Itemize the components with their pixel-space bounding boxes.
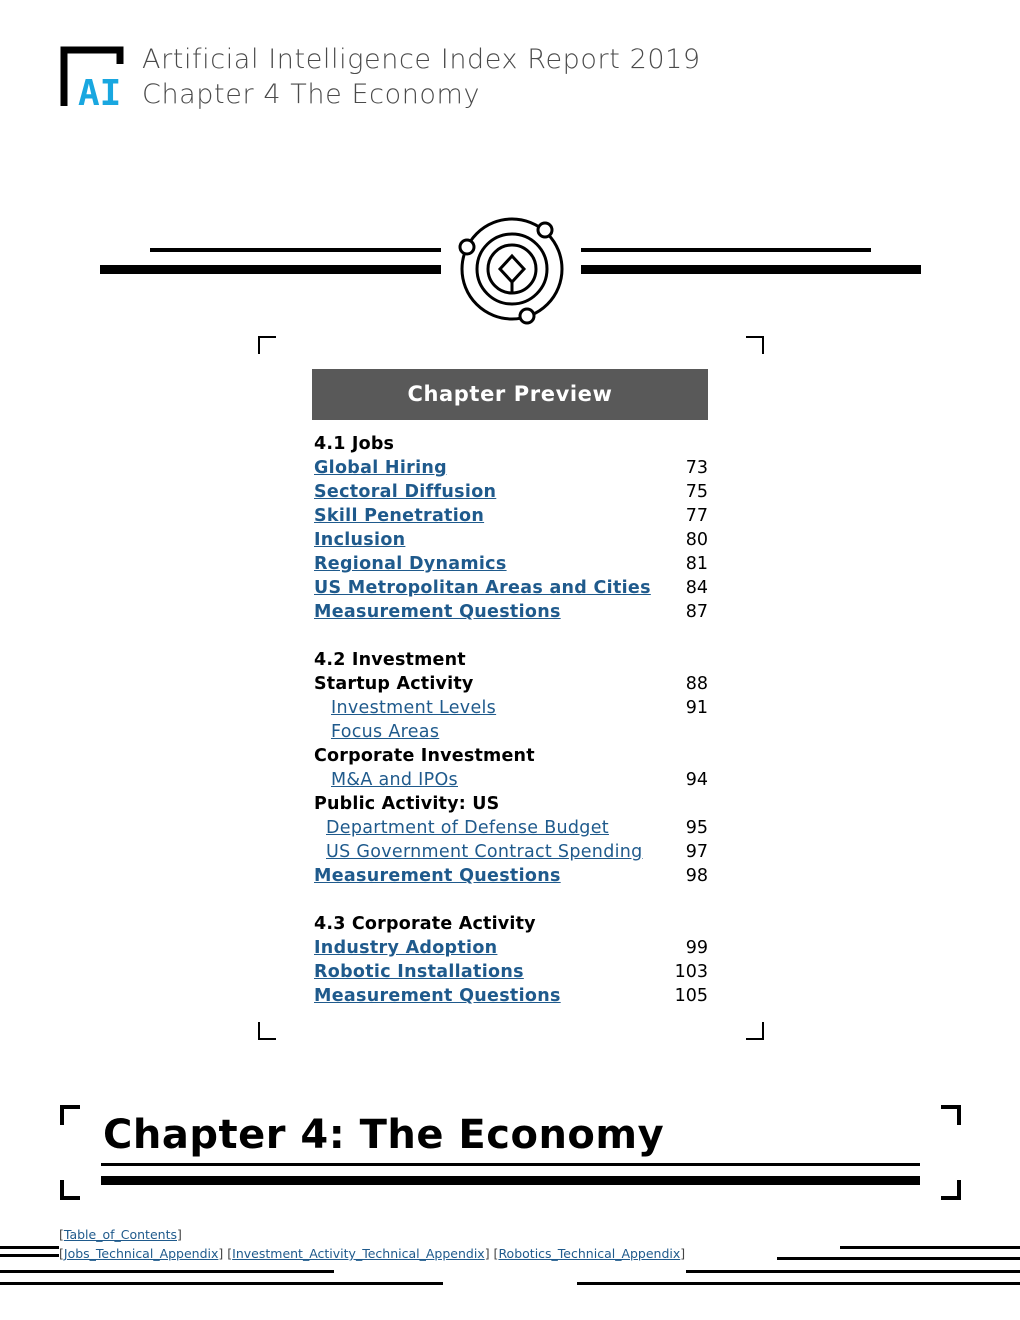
corner-bracket — [60, 1180, 80, 1200]
footer-bar — [686, 1270, 1020, 1273]
link-investment-appendix[interactable]: Investment_Activity_Technical_Appendix — [232, 1246, 485, 1261]
toc-item-us-metro-areas[interactable] — [314, 576, 708, 600]
chapter-preview-header: Chapter Preview — [312, 369, 708, 420]
toc-link[interactable]: Department of Defense Budget — [326, 818, 609, 838]
footer-bar — [0, 1270, 334, 1273]
table-of-contents — [314, 432, 708, 1008]
toc-item-investment-levels[interactable] — [314, 696, 708, 720]
toc-page-number: 98 — [685, 866, 708, 886]
divider-bar — [101, 1176, 920, 1185]
chapter-subtitle: Chapter 4 The Economy — [142, 79, 481, 110]
ai-logo-icon — [58, 46, 130, 110]
toc-item-dod-budget[interactable] — [314, 816, 708, 840]
divider-bar — [150, 248, 441, 252]
toc-page-number: 73 — [685, 458, 708, 478]
footer-bar — [577, 1282, 1020, 1285]
toc-group-corporate-investment — [314, 744, 708, 768]
link-robotics-appendix[interactable]: Robotics_Technical_Appendix — [498, 1246, 681, 1261]
toc-link[interactable]: M&A and IPOs — [331, 770, 458, 790]
toc-section-heading — [314, 432, 708, 456]
toc-group-label: Corporate Investment — [314, 746, 535, 766]
toc-link[interactable]: Skill Penetration — [314, 506, 485, 526]
toc-item-measurement-questions[interactable] — [314, 864, 708, 888]
toc-page-number: 97 — [685, 842, 708, 862]
corner-bracket — [258, 1022, 276, 1040]
toc-item-robotic-installations[interactable] — [314, 960, 708, 984]
corner-bracket — [746, 1022, 764, 1040]
footer-bar — [840, 1246, 1020, 1249]
divider-bar — [581, 265, 921, 274]
chapter-title: Chapter 4: The Economy — [103, 1112, 665, 1158]
toc-heading-label: 4.3 Corporate Activity — [314, 914, 536, 934]
toc-item-global-hiring[interactable] — [314, 456, 708, 480]
toc-item-measurement-questions[interactable] — [314, 984, 708, 1008]
toc-link[interactable]: Focus Areas — [331, 722, 440, 742]
toc-page-number: 105 — [674, 986, 708, 1006]
toc-group-public-activity — [314, 792, 708, 816]
corner-bracket — [258, 336, 276, 354]
toc-page-number: 91 — [685, 698, 708, 718]
link-table-of-contents[interactable]: Table_of_Contents — [63, 1227, 177, 1242]
toc-link[interactable]: Measurement Questions — [314, 602, 561, 622]
toc-page-number: 80 — [685, 530, 708, 550]
toc-page-number: 88 — [685, 674, 708, 694]
footer-links-row2: [Jobs_Technical_Appendix] [Investment_Activity_Technical_Appendix] [Robotics_Technical_Appendix] — [59, 1246, 686, 1261]
toc-page-number: 87 — [685, 602, 708, 622]
toc-link[interactable]: Sectoral Diffusion — [314, 482, 497, 502]
corner-bracket — [746, 336, 764, 354]
toc-link[interactable]: Industry Adoption — [314, 938, 498, 958]
toc-item-focus-areas[interactable] — [314, 720, 708, 744]
orbit-emblem-icon — [455, 212, 570, 327]
divider-bar — [101, 1163, 920, 1166]
toc-link[interactable]: Inclusion — [314, 530, 406, 550]
toc-section-heading — [314, 648, 708, 672]
footer-bar — [777, 1257, 1020, 1260]
toc-link[interactable]: Measurement Questions — [314, 986, 561, 1006]
toc-link[interactable]: Regional Dynamics — [314, 554, 507, 574]
toc-page-number: 75 — [685, 482, 708, 502]
toc-group-startup-activity — [314, 672, 708, 696]
toc-page-number: 103 — [674, 962, 708, 982]
toc-page-number: 99 — [685, 938, 708, 958]
report-title: Artificial Intelligence Index Report 2019 — [142, 44, 701, 75]
svg-text:AI: AI — [78, 73, 122, 110]
toc-item-inclusion[interactable] — [314, 528, 708, 552]
toc-item-sectoral-diffusion[interactable] — [314, 480, 708, 504]
toc-item-skill-penetration[interactable] — [314, 504, 708, 528]
toc-section-heading — [314, 912, 708, 936]
toc-page-number: 81 — [685, 554, 708, 574]
toc-heading-label: 4.2 Investment — [314, 650, 466, 670]
toc-link[interactable]: US Metropolitan Areas and Cities — [314, 578, 651, 598]
toc-heading-label: 4.1 Jobs — [314, 434, 395, 454]
toc-link[interactable]: Measurement Questions — [314, 866, 561, 886]
toc-page-number: 94 — [685, 770, 708, 790]
toc-link[interactable]: Investment Levels — [331, 698, 497, 718]
toc-link[interactable]: Global Hiring — [314, 458, 447, 478]
toc-spacer — [314, 888, 708, 912]
divider-bar — [581, 248, 871, 252]
footer-links-row1: [Table_of_Contents] — [59, 1227, 182, 1242]
toc-item-regional-dynamics[interactable] — [314, 552, 708, 576]
divider-bar — [100, 265, 441, 274]
toc-page-number: 95 — [685, 818, 708, 838]
corner-bracket — [941, 1180, 961, 1200]
toc-group-label: Startup Activity — [314, 674, 474, 694]
toc-item-measurement-questions[interactable] — [314, 600, 708, 624]
toc-page-number: 84 — [685, 578, 708, 598]
toc-page-number: 77 — [685, 506, 708, 526]
footer-bar — [0, 1282, 443, 1285]
toc-link[interactable]: Robotic Installations — [314, 962, 524, 982]
toc-group-label: Public Activity: US — [314, 794, 500, 814]
toc-item-industry-adoption[interactable] — [314, 936, 708, 960]
link-jobs-appendix[interactable]: Jobs_Technical_Appendix — [63, 1246, 219, 1261]
toc-item-ma-ipos[interactable] — [314, 768, 708, 792]
corner-bracket — [941, 1105, 961, 1125]
toc-link[interactable]: US Government Contract Spending — [326, 842, 643, 862]
toc-item-gov-contract-spending[interactable] — [314, 840, 708, 864]
toc-spacer — [314, 624, 708, 648]
corner-bracket — [60, 1105, 80, 1125]
